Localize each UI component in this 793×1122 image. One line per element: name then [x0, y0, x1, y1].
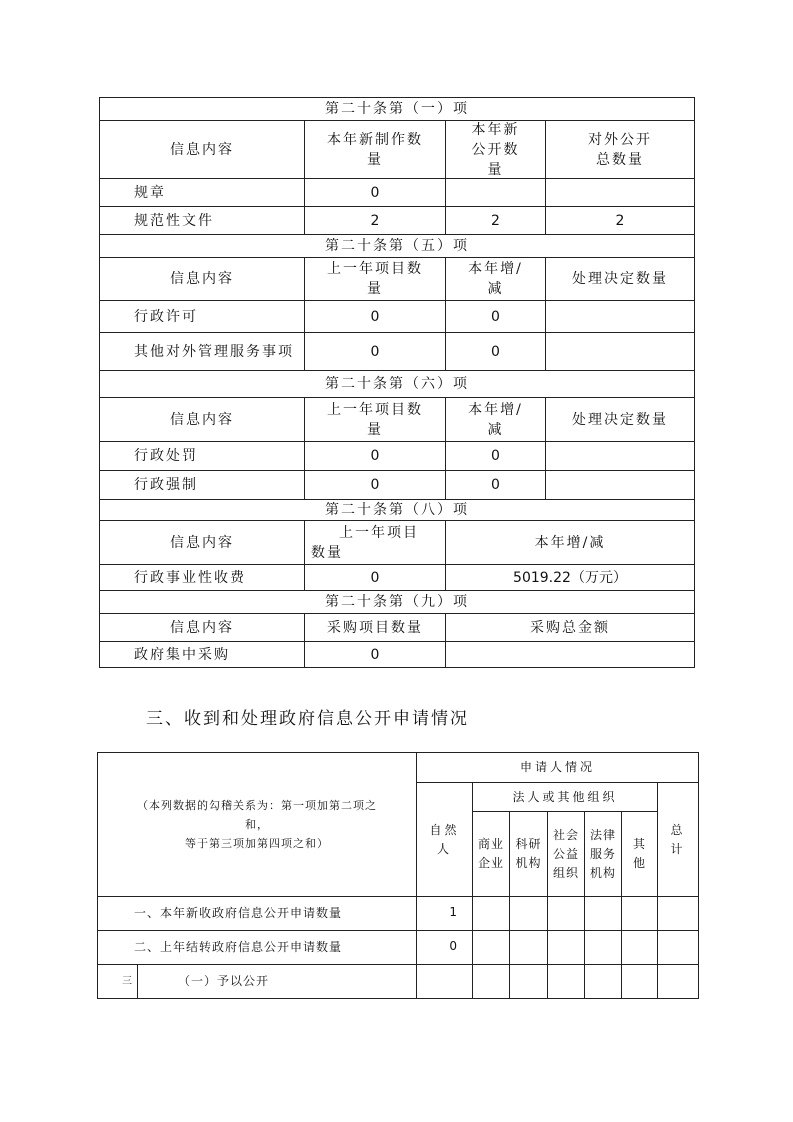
item6-row-label: 行政强制	[99, 470, 305, 500]
item1-header-content: 信息内容	[99, 120, 305, 179]
item5-row-label: 行政许可	[99, 300, 305, 333]
item1-row-total-public	[545, 178, 695, 207]
item1-header-total-public: 对外公开总数量	[545, 120, 695, 179]
item5-title: 第二十条第（五）项	[99, 234, 695, 258]
row-carried-over-natural: 0	[416, 930, 473, 965]
item1-row-total-public: 2	[545, 206, 695, 235]
item6-header-prev: 上一年项目数量	[304, 397, 446, 442]
item8-row-change: 5019.22（万元）	[445, 564, 695, 591]
row-new-applications-label: 一、本年新收政府信息公开申请数量	[97, 896, 417, 931]
item9-header-content: 信息内容	[99, 613, 305, 642]
section3-title: 三、收到和处理政府信息公开申请情况	[146, 709, 469, 729]
table-cell	[584, 930, 622, 965]
item9-row-count: 0	[304, 641, 446, 668]
item8-title: 第二十条第（八）项	[99, 499, 695, 521]
item1-row-new-made: 0	[304, 178, 446, 207]
legal-org-header: 法人或其他组织	[472, 782, 658, 812]
item9-title: 第二十条第（九）项	[99, 590, 695, 614]
note-line-2: 和，	[245, 818, 269, 831]
table-cell	[472, 930, 510, 965]
item1-row-new-public	[445, 178, 546, 207]
note-cell	[97, 752, 417, 897]
table-cell	[657, 930, 699, 965]
item9-row-amount	[445, 641, 695, 668]
table-cell	[547, 964, 585, 999]
item6-row-prev: 0	[304, 470, 446, 500]
legal-col-research: 科研机构	[509, 811, 548, 897]
item6-row-change: 0	[445, 441, 546, 471]
table-cell	[621, 964, 658, 999]
item5-header-change: 本年增/减	[445, 257, 546, 301]
legal-col-other: 其他	[621, 811, 658, 897]
table-cell	[547, 930, 585, 965]
legal-col-commercial: 商业企业	[472, 811, 510, 897]
item5-row-prev: 0	[304, 300, 446, 333]
note-line-1: （本列数据的勾稽关系为：第一项加第二项之	[137, 799, 377, 812]
row-new-applications-natural: 1	[416, 896, 473, 931]
table-cell	[584, 964, 622, 999]
table-cell	[472, 896, 510, 931]
row-three-label: 三	[97, 964, 138, 999]
item5-row-change: 0	[445, 332, 546, 371]
item8-row-prev: 0	[304, 564, 446, 591]
item1-title: 第二十条第（一）项	[99, 97, 695, 121]
item1-header-new-made: 本年新制作数量	[304, 120, 446, 179]
item8-header-prev-text: 上一年项目数量	[311, 524, 419, 561]
item8-row-label: 行政事业性收费	[99, 564, 305, 591]
item5-header-decisions: 处理决定数量	[545, 257, 695, 301]
total-header: 总计	[657, 782, 699, 897]
item8-header-change: 本年增/减	[445, 520, 695, 565]
item6-row-label: 行政处罚	[99, 441, 305, 471]
note-line-3: 等于第三项加第四项之和）	[185, 837, 329, 850]
table-cell	[621, 930, 658, 965]
legal-col-public-welfare: 社会公益组织	[547, 811, 585, 897]
row-three-sub-label: （一）予以公开	[137, 964, 417, 999]
item1-header-new-public: 本年新公开数量	[445, 120, 546, 179]
item6-header-change: 本年增/减	[445, 397, 546, 442]
natural-person-header: 自然人	[416, 782, 473, 897]
item9-row-label: 政府集中采购	[99, 641, 305, 668]
item5-row-prev: 0	[304, 332, 446, 371]
item5-row-label: 其他对外管理服务事项	[99, 332, 305, 371]
row-three-natural	[416, 964, 473, 999]
item6-row-decisions	[545, 441, 695, 471]
item5-row-decisions	[545, 300, 695, 333]
item6-row-prev: 0	[304, 441, 446, 471]
item9-header-count: 采购项目数量	[304, 613, 446, 642]
table-cell	[547, 896, 585, 931]
item6-header-content: 信息内容	[99, 397, 305, 442]
item5-row-change: 0	[445, 300, 546, 333]
item6-title: 第二十条第（六）项	[99, 370, 695, 398]
item1-row-new-public: 2	[445, 206, 546, 235]
item5-row-decisions	[545, 332, 695, 371]
item6-header-decisions: 处理决定数量	[545, 397, 695, 442]
applicant-header: 申请人情况	[416, 752, 699, 783]
item1-row-new-made: 2	[304, 206, 446, 235]
table-cell	[509, 930, 548, 965]
item8-header-prev	[304, 520, 446, 565]
item5-header-prev: 上一年项目数量	[304, 257, 446, 301]
item1-row-label: 规范性文件	[99, 206, 305, 235]
table-cell	[657, 964, 699, 999]
table-cell	[509, 896, 548, 931]
item6-row-decisions	[545, 470, 695, 500]
table-cell	[657, 896, 699, 931]
table-cell	[509, 964, 548, 999]
row-carried-over-label: 二、上年结转政府信息公开申请数量	[97, 930, 417, 965]
item6-row-change: 0	[445, 470, 546, 500]
item8-header-content: 信息内容	[99, 520, 305, 565]
item5-header-content: 信息内容	[99, 257, 305, 301]
table-cell	[472, 964, 510, 999]
item1-row-label: 规章	[99, 178, 305, 207]
item9-header-amount: 采购总金额	[445, 613, 695, 642]
table-cell	[584, 896, 622, 931]
table-cell	[621, 896, 658, 931]
legal-col-legal-service: 法律服务机构	[584, 811, 622, 897]
